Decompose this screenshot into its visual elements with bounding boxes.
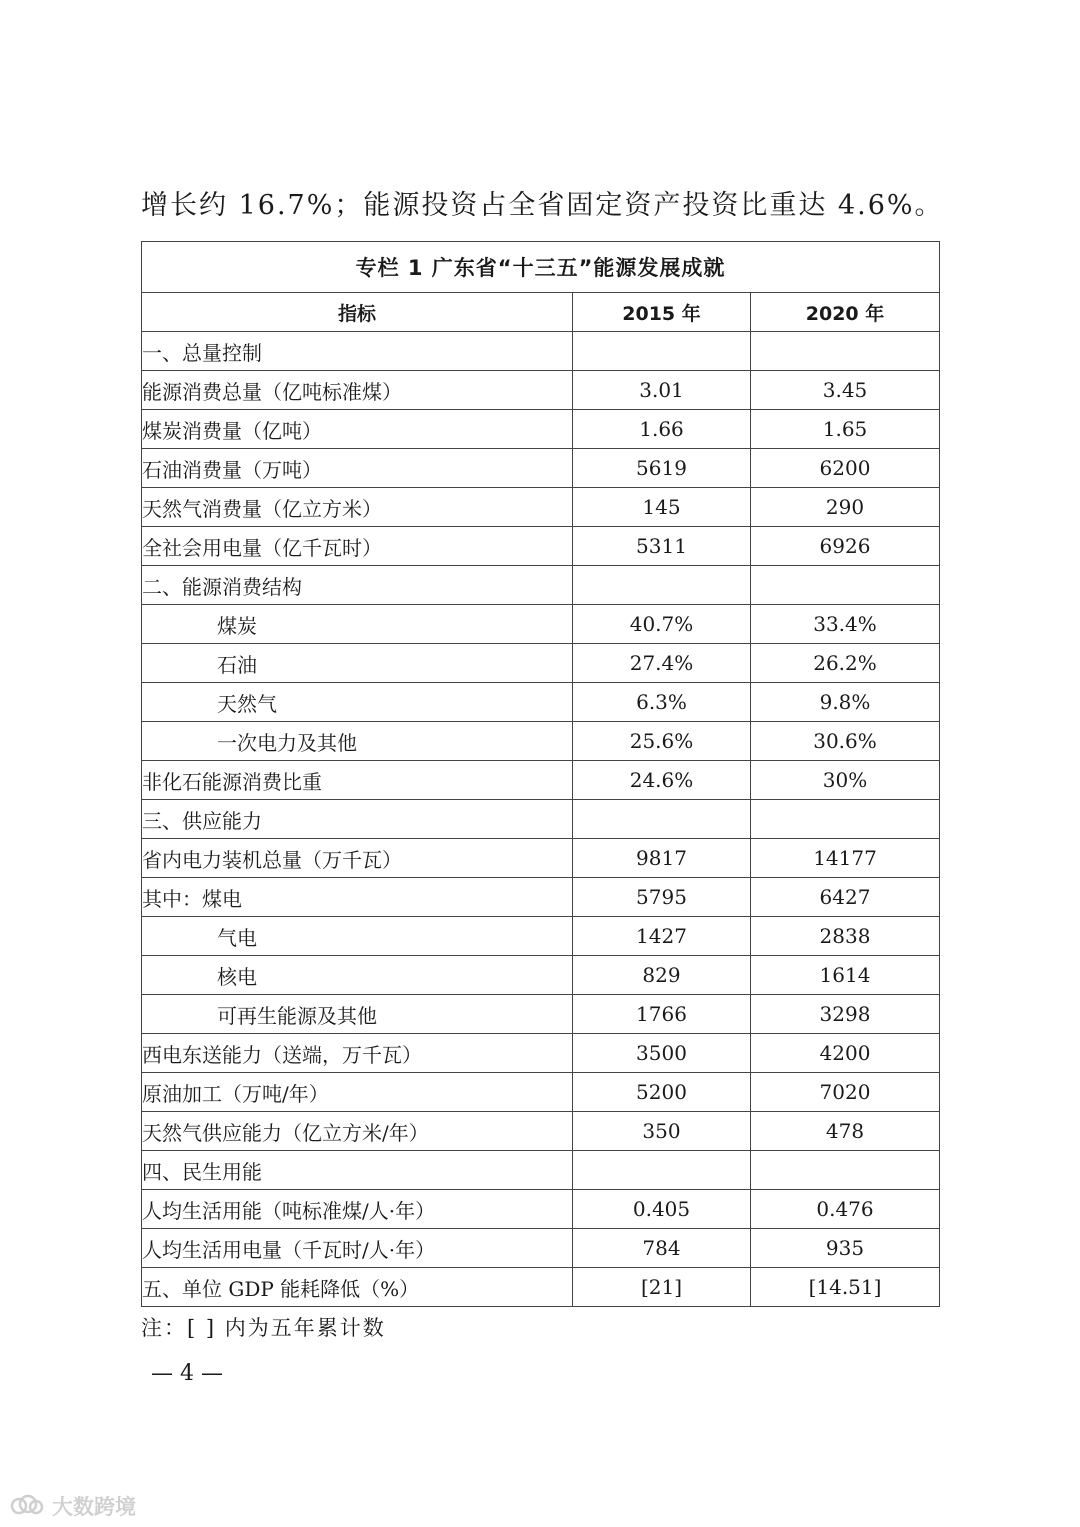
value-2015: [21] [573,1268,751,1307]
table-row [142,1190,940,1229]
value-2020: 1614 [751,956,940,995]
value-2015: 350 [573,1112,751,1151]
value-2015 [573,1151,751,1190]
row-label: 天然气消费量（亿立方米） [142,488,573,527]
value-2015 [573,800,751,839]
value-2015: 145 [573,488,751,527]
table-row [142,995,940,1034]
row-label: 其中：煤电 [142,878,573,917]
value-2015: 1427 [573,917,751,956]
value-2020: 30.6% [751,722,940,761]
value-2015 [573,566,751,605]
value-2015: 0.405 [573,1190,751,1229]
table-row [142,527,940,566]
table-row [142,371,940,410]
row-label: 四、民生用能 [142,1151,573,1190]
row-label: 人均生活用能（吨标准煤/人·年） [142,1190,573,1229]
value-2015: 829 [573,956,751,995]
watermark [10,1491,136,1521]
value-2015: 1766 [573,995,751,1034]
value-2015: 25.6% [573,722,751,761]
table-row [142,410,940,449]
value-2020: 1.65 [751,410,940,449]
table-row [142,683,940,722]
value-2020: 33.4% [751,605,940,644]
row-label: 一次电力及其他 [142,722,573,761]
value-2015: 9817 [573,839,751,878]
table-row [142,449,940,488]
value-2015: 27.4% [573,644,751,683]
header-2015: 2015 年 [573,293,751,332]
row-label: 省内电力装机总量（万千瓦） [142,839,573,878]
row-label: 石油消费量（万吨） [142,449,573,488]
table-row [142,644,940,683]
value-2020 [751,332,940,371]
table-note: 注：[ ] 内为五年累计数 [141,1316,386,1340]
table-row [142,566,940,605]
row-label: 五、单位 GDP 能耗降低（%） [142,1268,573,1307]
row-label: 能源消费总量（亿吨标准煤） [142,371,573,410]
row-label: 可再生能源及其他 [142,995,573,1034]
table-row [142,1112,940,1151]
value-2020: 935 [751,1229,940,1268]
value-2020: 2838 [751,917,940,956]
table-row [142,332,940,371]
value-2015: 6.3% [573,683,751,722]
row-label: 人均生活用电量（千瓦时/人·年） [142,1229,573,1268]
page-number: — 4 — [151,1361,223,1386]
value-2020: 290 [751,488,940,527]
table-row [142,488,940,527]
intro-paragraph: 增长约 16.7%；能源投资占全省固定资产投资比重达 4.6%。 [141,190,944,221]
value-2015: 1.66 [573,410,751,449]
table-row [142,917,940,956]
table-row [142,605,940,644]
value-2020: 0.476 [751,1190,940,1229]
row-label: 天然气供应能力（亿立方米/年） [142,1112,573,1151]
row-label: 二、能源消费结构 [142,566,573,605]
value-2015: 5311 [573,527,751,566]
watermark-text: 大数跨境 [52,1495,136,1519]
value-2020: 3.45 [751,371,940,410]
value-2020: 6200 [751,449,940,488]
value-2020: 9.8% [751,683,940,722]
table-body [142,332,940,1307]
value-2020: 26.2% [751,644,940,683]
row-label: 一、总量控制 [142,332,573,371]
cloud-logo-icon [10,1494,44,1518]
header-2020: 2020 年 [751,293,940,332]
value-2020 [751,566,940,605]
table-row [142,761,940,800]
table-row [142,1073,940,1112]
value-2015 [573,332,751,371]
row-label: 三、供应能力 [142,800,573,839]
header-indicator: 指标 [142,293,573,332]
row-label: 煤炭消费量（亿吨） [142,410,573,449]
table-row [142,878,940,917]
row-label: 原油加工（万吨/年） [142,1073,573,1112]
table-row [142,800,940,839]
table-row [142,1034,940,1073]
value-2015: 5619 [573,449,751,488]
value-2015: 5200 [573,1073,751,1112]
table-header-row [142,293,940,332]
row-label: 石油 [142,644,573,683]
row-label: 非化石能源消费比重 [142,761,573,800]
table-caption: 专栏 1 广东省“十三五”能源发展成就 [142,242,940,293]
value-2015: 5795 [573,878,751,917]
table-row [142,1268,940,1307]
table-row [142,956,940,995]
table-row [142,1229,940,1268]
row-label: 气电 [142,917,573,956]
energy-achievements-table [141,241,940,1307]
value-2020 [751,1151,940,1190]
table-row [142,722,940,761]
value-2015: 40.7% [573,605,751,644]
value-2020: 14177 [751,839,940,878]
value-2020: 6427 [751,878,940,917]
value-2020: 30% [751,761,940,800]
table-row [142,839,940,878]
value-2015: 3500 [573,1034,751,1073]
row-label: 全社会用电量（亿千瓦时） [142,527,573,566]
row-label: 煤炭 [142,605,573,644]
row-label: 西电东送能力（送端，万千瓦） [142,1034,573,1073]
row-label: 天然气 [142,683,573,722]
value-2020: 3298 [751,995,940,1034]
value-2020: 7020 [751,1073,940,1112]
table-row [142,1151,940,1190]
table-caption-row [142,242,940,293]
row-label: 核电 [142,956,573,995]
value-2020: 478 [751,1112,940,1151]
value-2015: 24.6% [573,761,751,800]
value-2020: 4200 [751,1034,940,1073]
value-2015: 784 [573,1229,751,1268]
value-2020: [14.51] [751,1268,940,1307]
value-2020: 6926 [751,527,940,566]
value-2015: 3.01 [573,371,751,410]
value-2020 [751,800,940,839]
